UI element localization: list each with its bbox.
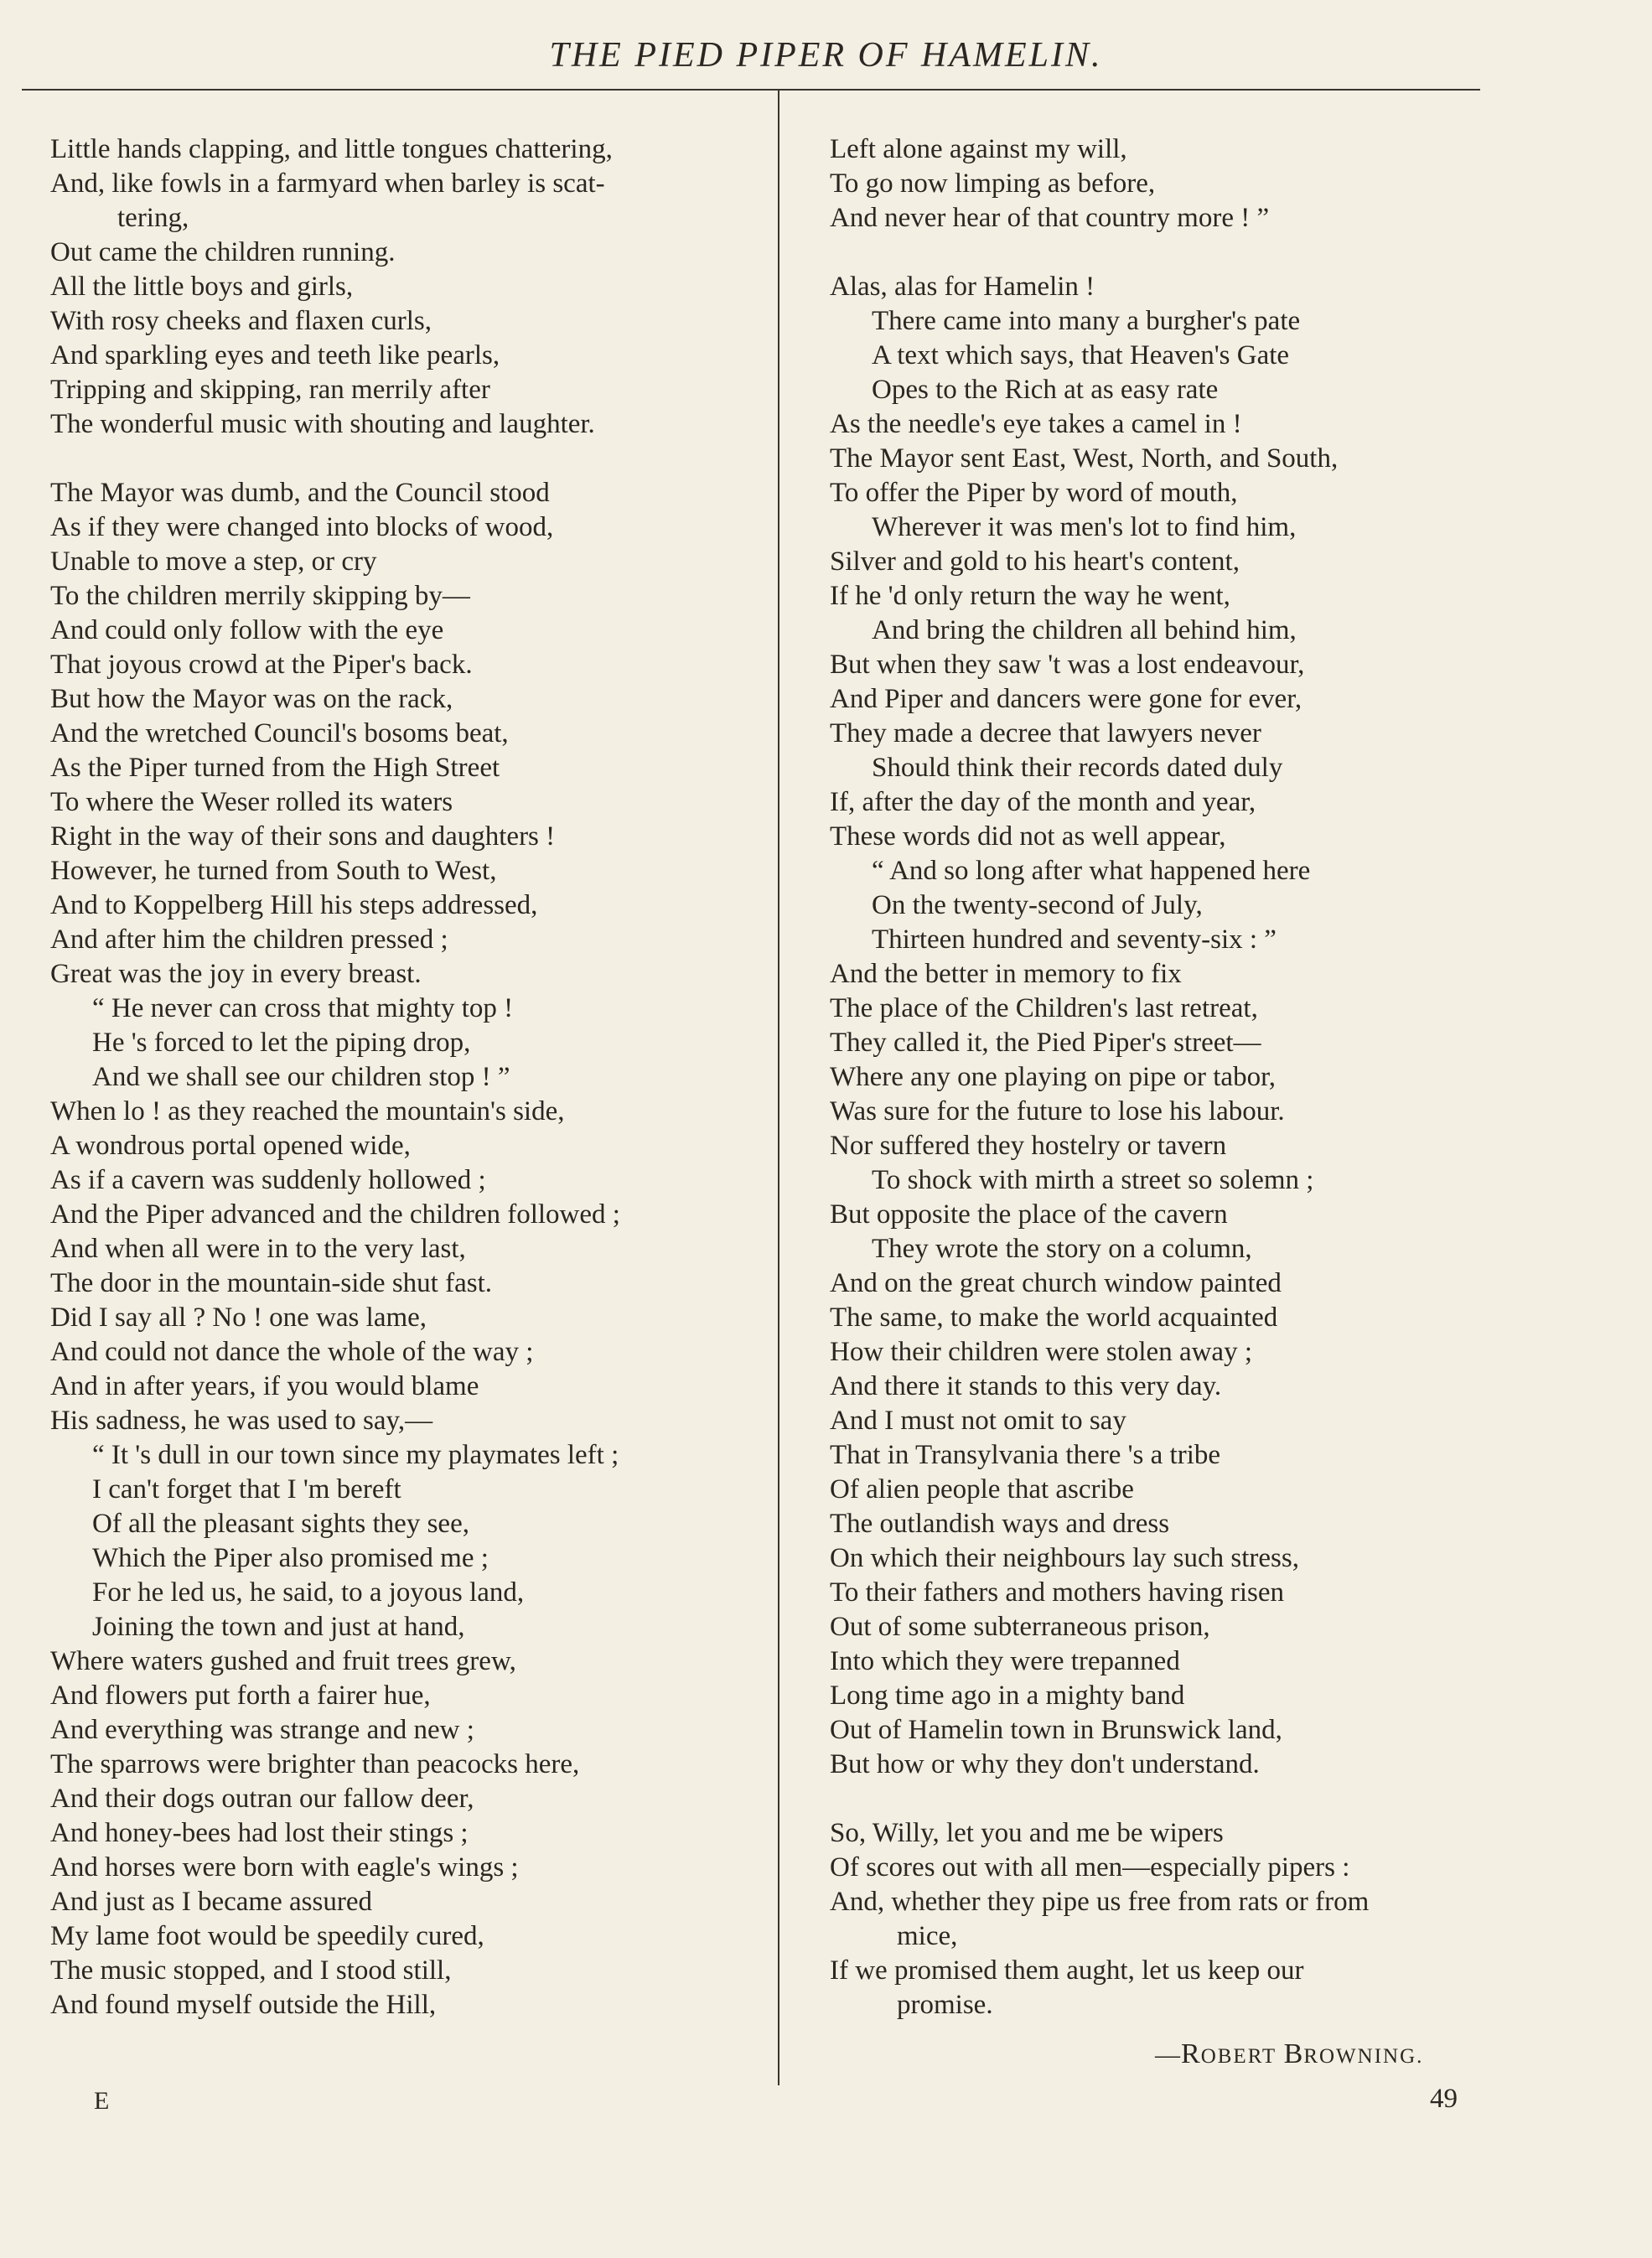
poem-line: And, whether they pipe us free from rats or from <box>830 1887 1370 1917</box>
poem-line: As if a cavern was suddenly hollowed ; <box>50 1165 486 1195</box>
poem-line: And just as I became assured <box>50 1887 372 1917</box>
poem-line: promise. <box>897 1990 993 2020</box>
running-header: THE PIED PIPER OF HAMELIN. <box>549 36 1103 75</box>
poem-line: They made a decree that lawyers never <box>830 718 1261 748</box>
poem-line: And we shall see our children stop ! ” <box>92 1062 510 1092</box>
poem-line: And Piper and dancers were gone for ever, <box>830 684 1302 714</box>
poem-line: Was sure for the future to lose his labour. <box>830 1096 1285 1126</box>
poem-line: There came into many a burgher's pate <box>872 306 1301 336</box>
poem-line: These words did not as well appear, <box>830 821 1226 852</box>
signature-mark: E <box>94 2087 110 2115</box>
page-number: 49 <box>1430 2084 1458 2114</box>
signature-dash: — <box>1155 2041 1181 2069</box>
poem-line: However, he turned from South to West, <box>50 856 497 886</box>
poem-line: How their children were stolen away ; <box>830 1337 1252 1367</box>
poem-line: His sadness, he was used to say,— <box>50 1406 433 1436</box>
poem-line: Wherever it was men's lot to find him, <box>872 512 1297 542</box>
poem-line: To shock with mirth a street so solemn ; <box>872 1165 1314 1195</box>
stanza-break <box>50 442 763 476</box>
poem-line: Right in the way of their sons and daughters ! <box>50 821 556 852</box>
right-column <box>830 132 1551 2022</box>
poem-line: Should think their records dated duly <box>872 753 1283 783</box>
poem-line: But when they saw 't was a lost endeavour, <box>830 650 1305 680</box>
poem-line: Unable to move a step, or cry <box>50 546 377 577</box>
poem-line: Silver and gold to his heart's content, <box>830 546 1240 577</box>
poem-line: tering, <box>117 203 189 233</box>
poem-line: And the better in memory to fix <box>830 959 1182 989</box>
poem-line: Little hands clapping, and little tongues chattering, <box>50 134 613 164</box>
poem-line: To the children merrily skipping by— <box>50 581 470 611</box>
poem-line: And honey-bees had lost their stings ; <box>50 1818 469 1848</box>
poem-line: The music stopped, and I stood still, <box>50 1955 452 1986</box>
poem-line: Of scores out with all men—especially pipers : <box>830 1852 1350 1883</box>
poem-line: The sparrows were brighter than peacocks here, <box>50 1749 580 1779</box>
poem-line: As the Piper turned from the High Street <box>50 753 500 783</box>
poem-line: If he 'd only return the way he went, <box>830 581 1230 611</box>
poem-line: Joining the town and just at hand, <box>92 1612 465 1642</box>
signature-first-rest: OBERT <box>1200 2045 1277 2068</box>
poem-line: On the twenty-second of July, <box>872 890 1203 920</box>
poem-line: Left alone against my will, <box>830 134 1127 164</box>
poem-line: Nor suffered they hostelry or tavern <box>830 1131 1227 1161</box>
poem-line: And in after years, if you would blame <box>50 1371 479 1401</box>
poem-line: That in Transylvania there 's a tribe <box>830 1440 1221 1470</box>
poem-line: All the little boys and girls, <box>50 272 354 302</box>
poem-line: Did I say all ? No ! one was lame, <box>50 1302 427 1333</box>
poem-line: And could only follow with the eye <box>50 615 444 645</box>
poem-line: And I must not omit to say <box>830 1406 1126 1436</box>
poem-line: When lo ! as they reached the mountain's side, <box>50 1096 565 1126</box>
poem-line: They wrote the story on a column, <box>872 1234 1252 1264</box>
poem-line: The door in the mountain-side shut fast. <box>50 1268 492 1298</box>
poem-line: The Mayor sent East, West, North, and South, <box>830 443 1339 474</box>
poem-line: To their fathers and mothers having risen <box>830 1577 1285 1608</box>
poem-line: “ He never can cross that mighty top ! <box>92 993 514 1023</box>
poem-line: To go now limping as before, <box>830 168 1156 199</box>
poem-line: Out of Hamelin town in Brunswick land, <box>830 1715 1282 1745</box>
poem-line: Great was the joy in every breast. <box>50 959 422 989</box>
poem-line: As the needle's eye takes a camel in ! <box>830 409 1242 439</box>
poem-line: And everything was strange and new ; <box>50 1715 474 1745</box>
poem-line: Out came the children running. <box>50 237 396 267</box>
poem-line: And the wretched Council's bosoms beat, <box>50 718 509 748</box>
poem-line: And on the great church window painted <box>830 1268 1282 1298</box>
poem-line: With rosy cheeks and flaxen curls, <box>50 306 432 336</box>
poem-line: And, like fowls in a farmyard when barley is scat- <box>50 168 605 199</box>
poem-line: Of alien people that ascribe <box>830 1474 1134 1504</box>
poem-line: Into which they were trepanned <box>830 1646 1180 1676</box>
poem-line: And the Piper advanced and the children followed ; <box>50 1199 620 1230</box>
poem-line: And after him the children pressed ; <box>50 924 448 955</box>
poem-line: And could not dance the whole of the way ; <box>50 1337 534 1367</box>
poem-line: And never hear of that country more ! ” <box>830 203 1270 233</box>
poem-line: If, after the day of the month and year, <box>830 787 1256 817</box>
poem-line: If we promised them aught, let us keep our <box>830 1955 1304 1986</box>
poem-line: The place of the Children's last retreat, <box>830 993 1258 1023</box>
poem-line: A text which says, that Heaven's Gate <box>872 340 1290 370</box>
poem-line: And sparkling eyes and teeth like pearls, <box>50 340 500 370</box>
poem-line: That joyous crowd at the Piper's back. <box>50 650 473 680</box>
stanza-break <box>830 1782 1551 1816</box>
poem-line: A wondrous portal opened wide, <box>50 1131 411 1161</box>
poem-line: On which their neighbours lay such stress, <box>830 1543 1299 1573</box>
poem-line: Opes to the Rich at as easy rate <box>872 375 1219 405</box>
poem-line: I can't forget that I 'm bereft <box>92 1474 401 1504</box>
left-column <box>50 132 763 2022</box>
signature-first-initial: R <box>1181 2038 1201 2069</box>
poem-line: Of all the pleasant sights they see, <box>92 1509 469 1539</box>
poem-line: And horses were born with eagle's wings ; <box>50 1852 519 1883</box>
poem-line: For he led us, he said, to a joyous land, <box>92 1577 525 1608</box>
poem-line: My lame foot would be speedily cured, <box>50 1921 484 1951</box>
poem-line: The outlandish ways and dress <box>830 1509 1170 1539</box>
poem-line: And there it stands to this very day. <box>830 1371 1222 1401</box>
poem-line: Where waters gushed and fruit trees grew, <box>50 1646 516 1676</box>
poem-line: Long time ago in a mighty band <box>830 1681 1185 1711</box>
poem-line: mice, <box>897 1921 958 1951</box>
poem-line: And to Koppelberg Hill his steps addressed, <box>50 890 538 920</box>
column-divider <box>778 91 779 2085</box>
signature-last-initial: B <box>1283 2038 1304 2069</box>
poem-line: And found myself outside the Hill, <box>50 1990 437 2020</box>
poem-line: The wonderful music with shouting and laughter. <box>50 409 595 439</box>
signature-last-rest: ROWNING. <box>1303 2045 1424 2068</box>
poem-line: And when all were in to the very last, <box>50 1234 466 1264</box>
poem-line: Thirteen hundred and seventy-six : ” <box>872 924 1277 955</box>
poem-line: The same, to make the world acquainted <box>830 1302 1278 1333</box>
header-rule <box>22 89 1480 91</box>
poem-line: But how the Mayor was on the rack, <box>50 684 453 714</box>
poem-line: He 's forced to let the piping drop, <box>92 1028 471 1058</box>
poem-line: And their dogs outran our fallow deer, <box>50 1784 474 1814</box>
stanza-break <box>830 236 1551 270</box>
poem-line: Where any one playing on pipe or tabor, <box>830 1062 1276 1092</box>
author-signature <box>1155 2038 1423 2070</box>
poem-line: But how or why they don't understand. <box>830 1749 1260 1779</box>
poem-line: “ It 's dull in our town since my playmates left ; <box>92 1440 619 1470</box>
poem-line: Which the Piper also promised me ; <box>92 1543 489 1573</box>
poem-line: Alas, alas for Hamelin ! <box>830 272 1095 302</box>
poem-line: “ And so long after what happened here <box>872 856 1311 886</box>
poem-line: So, Willy, let you and me be wipers <box>830 1818 1224 1848</box>
poem-line: But opposite the place of the cavern <box>830 1199 1228 1230</box>
poem-line: The Mayor was dumb, and the Council stood <box>50 478 550 508</box>
poem-line: To where the Weser rolled its waters <box>50 787 453 817</box>
poem-line: As if they were changed into blocks of wood, <box>50 512 554 542</box>
poem-line: And bring the children all behind him, <box>872 615 1297 645</box>
poem-line: Tripping and skipping, ran merrily after <box>50 375 490 405</box>
poem-line: And flowers put forth a fairer hue, <box>50 1681 431 1711</box>
poem-line: Out of some subterraneous prison, <box>830 1612 1210 1642</box>
poem-line: To offer the Piper by word of mouth, <box>830 478 1238 508</box>
poem-line: They called it, the Pied Piper's street— <box>830 1028 1261 1058</box>
